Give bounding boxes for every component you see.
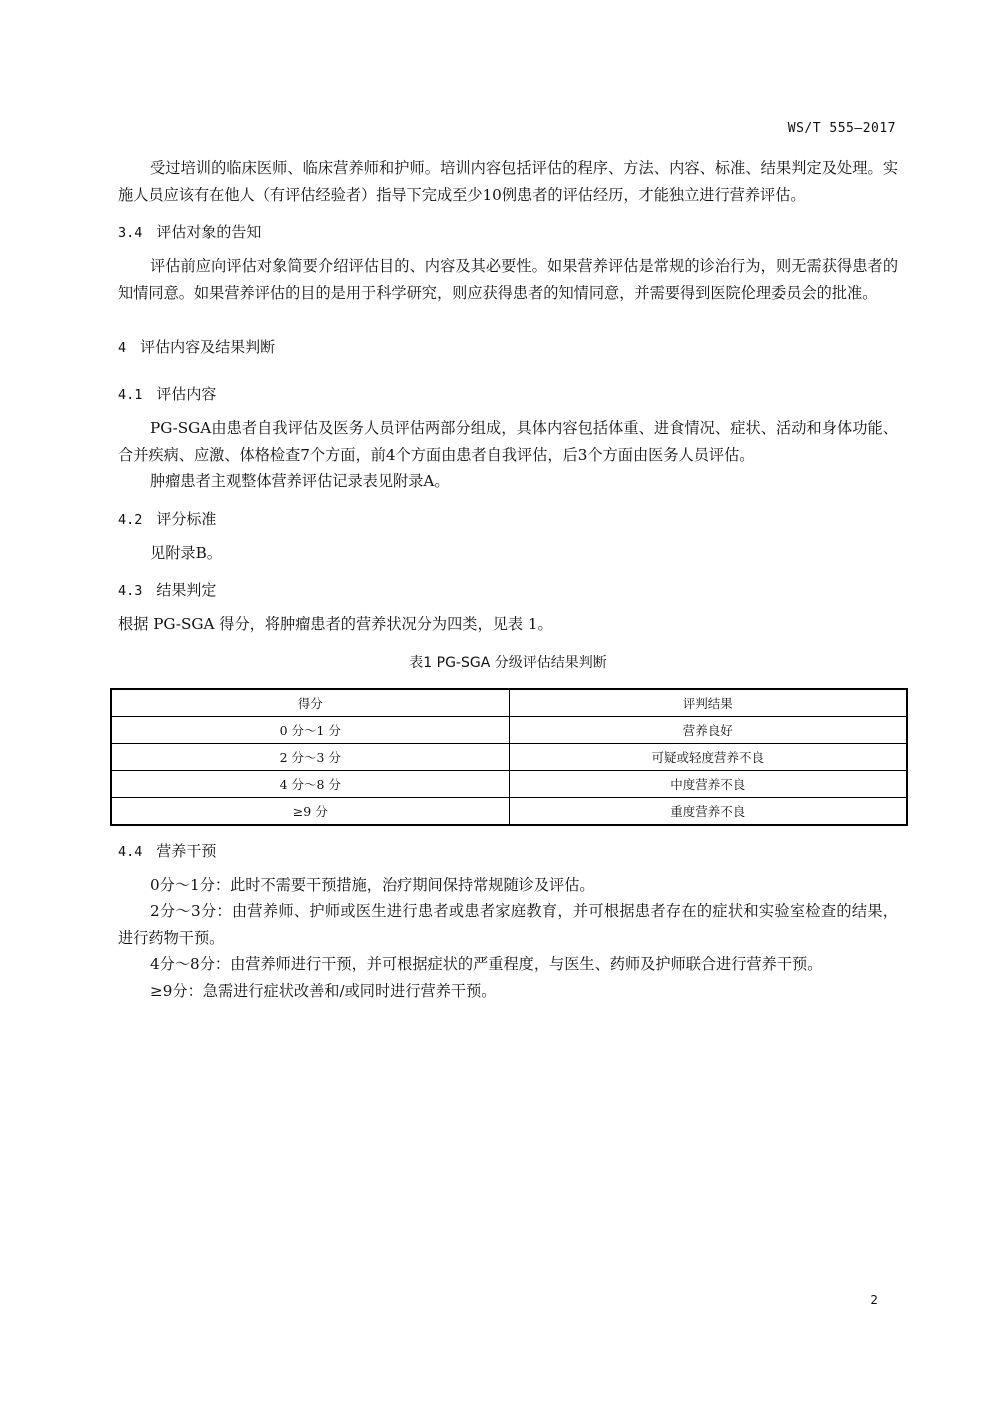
table-cell-result: 中度营养不良 [509, 770, 907, 797]
section-title: 评估内容 [156, 385, 217, 403]
section-number: 4.1 [118, 387, 143, 403]
table-row [111, 716, 907, 743]
intervention-item: 2分～3分：由营养师、护师或医生进行患者或患者家庭教育，并可根据患者存在的症状和实验室检查的结果，进行药物干预。 [118, 902, 898, 947]
intervention-item: 4分～8分：由营养师进行干预，并可根据症状的严重程度，与医生、药师及护师联合进行营养干预。 [150, 955, 823, 973]
section-3-4-paragraph: 评估前应向评估对象简要介绍评估目的、内容及其必要性。如果营养评估是常规的诊治行为，则无需获得患者的知情同意。如果营养评估的目的是用于科学研究，则应获得患者的知情同意，并需要得到医院伦理委员会的批准。 [118, 257, 898, 302]
table-header-cell: 得分 [111, 689, 509, 717]
intervention-item: 0分～1分：此时不需要干预措施，治疗期间保持常规随诊及评估。 [150, 875, 595, 894]
section-title: 营养干预 [156, 841, 217, 860]
table-header-row [111, 689, 907, 717]
section-4-2-paragraph: 见附录B。 [150, 543, 222, 562]
section-number: 4.2 [118, 511, 143, 528]
table-cell-score: 4 分～8 分 [111, 770, 509, 797]
section-3-4-heading [118, 219, 898, 246]
intervention-item: ≥9分：急需进行症状改善和/或同时进行营养干预。 [150, 981, 497, 1000]
grading-table [110, 688, 908, 826]
section-number: 4.3 [118, 583, 143, 599]
table-caption: 表1 PG-SGA 分级评估结果判断 [409, 654, 607, 671]
table-cell-score: 2 分～3 分 [111, 743, 509, 770]
section-number: 4.4 [118, 843, 143, 860]
table-cell-result: 可疑或轻度营养不良 [509, 743, 907, 770]
section-title: 评估内容及结果判断 [140, 338, 276, 356]
section-title: 评估对象的告知 [156, 223, 262, 241]
section-title: 评分标准 [156, 509, 217, 528]
table-cell-result: 重度营养不良 [509, 797, 907, 825]
section-title: 结果判定 [156, 581, 217, 599]
table-row [111, 797, 907, 825]
table-row [111, 770, 907, 797]
table-header-cell: 评判结果 [509, 689, 907, 717]
section-4-3-paragraph: 根据 PG-SGA 得分，将肿瘤患者的营养状况分为四类，见表 1。 [118, 615, 553, 633]
document-body [118, 155, 898, 1004]
table-cell-score: ≥9 分 [111, 797, 509, 825]
section-4-3-heading [118, 577, 898, 604]
section-4-1-paragraph-2: 肿瘤患者主观整体营养评估记录表见附录A。 [150, 472, 450, 490]
section-4-1-heading [118, 381, 898, 408]
document-code: WS/T 555—2017 [787, 121, 896, 136]
section-number: 4 [118, 340, 127, 356]
section-4-4-heading [118, 838, 898, 865]
table-cell-score: 0 分～1 分 [111, 716, 509, 743]
section-number: 3.4 [118, 225, 143, 241]
section-4-1-paragraph-1: PG-SGA由患者自我评估及医务人员评估两部分组成，具体内容包括体重、进食情况、症状、活动和身体功能、合并疾病、应激、体格检查7个方面，前4个方面由患者自我评估，后3个方面由医务人员评估。 [118, 419, 898, 464]
table-row [111, 743, 907, 770]
section-4-heading [118, 334, 898, 361]
section-4-2-heading [118, 506, 898, 533]
page-number: 2 [870, 1293, 878, 1307]
table-cell-result: 营养良好 [509, 716, 907, 743]
section-3-3-paragraph: 受过培训的临床医师、临床营养师和护师。培训内容包括评估的程序、方法、内容、标准、结果判定及处理。实施人员应该有在他人（有评估经验者）指导下完成至少10例患者的评估经历，才能独立进行营养评估。 [118, 159, 898, 204]
